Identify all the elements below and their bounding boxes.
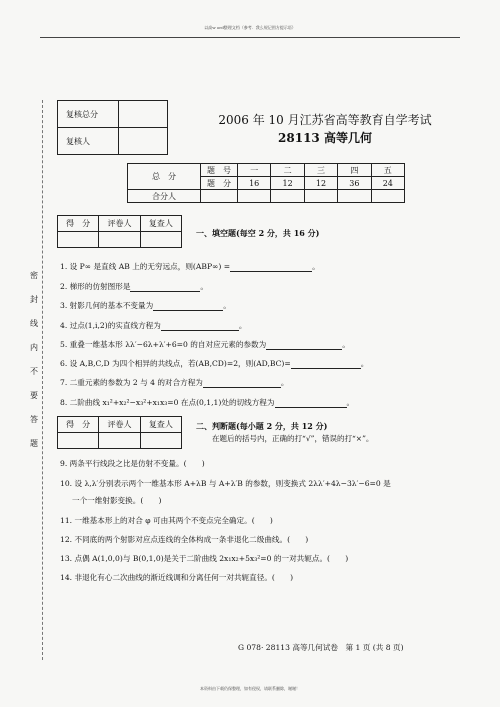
question-6: 6. 设 A,B,C,D 为四个相异的共线点，若(AB,CD)=2，则(AD,BC)= 。: [60, 359, 369, 368]
grade-header: 评卷人: [99, 216, 140, 232]
section1-heading: 一、填空题(每空 2 分，共 16 分): [196, 228, 320, 238]
grade-cell[interactable]: [58, 232, 99, 248]
question-score: 12: [271, 177, 304, 190]
question-text: 6. 设 A,B,C,D 为四个相异的共线点，若(AB,CD)=2，则(AD,BC)=: [60, 359, 291, 368]
seal-char: 线: [30, 319, 38, 328]
review-label: 复核人: [58, 128, 119, 155]
grader-cell[interactable]: [338, 190, 371, 203]
question-7: 7. 二重元素的参数为 2 与 4 的对合方程为 。: [60, 378, 289, 387]
question-number: 二: [271, 164, 304, 177]
answer-blank[interactable]: [291, 360, 361, 369]
header-note: 以高w ord整理文档（参考．我么规记图方提示语）: [204, 25, 296, 30]
grader-label: 合分人: [128, 190, 201, 203]
question-score: 24: [371, 177, 404, 190]
review-value-field[interactable]: [119, 128, 168, 155]
grade-header: 复查人: [140, 417, 181, 433]
question-11: 11. 一维基本形上的对合 φ 可由其两个不变点完全确定。( ): [60, 516, 273, 525]
seal-char: 要: [30, 391, 38, 400]
question-12: 12. 不同底的两个射影对应点连线的全体构成一条非退化二级曲线。( ): [60, 535, 309, 544]
question-text: 3. 射影几何的基本不变量为: [60, 301, 154, 310]
footer-note: 本资料由下载仍保整理，如有侵权，请联系删除，谢谢！: [200, 686, 300, 691]
question-10: 10. 设 λ,λ′分别表示两个一维基本形 A+λB 与 A+λ′B 的参数，则变换式 2λλ′+4λ−3λ′−6=0 是: [60, 479, 391, 488]
question-score: 12: [304, 177, 337, 190]
review-value-field[interactable]: [119, 101, 168, 128]
review-label: 复核总分: [58, 101, 119, 128]
question-13: 13. 点偶 A(1,0,0)与 B(0,1,0)是关于二阶曲线 2x₁x₂+5x₃²=0 的一对共轭点。( ): [60, 554, 349, 563]
seal-char: 题: [30, 439, 38, 448]
grader-cell[interactable]: [304, 190, 337, 203]
question-score: 16: [238, 177, 271, 190]
grade-header: 复查人: [140, 216, 181, 232]
score-table: [127, 163, 405, 203]
section2-heading: 二、判断题(每小题 2 分，共 12 分): [196, 421, 328, 431]
seal-char: 不: [30, 367, 38, 376]
answer-blank[interactable]: [230, 263, 312, 272]
grader-cell[interactable]: [238, 190, 271, 203]
seal-char: 密: [30, 271, 38, 280]
question-number-label: 题 号: [201, 164, 238, 177]
question-2: 2. 梯形的仿射图形是 。: [60, 282, 209, 291]
answer-blank[interactable]: [161, 322, 239, 331]
question-4: 4. 过点(1,i,2)的实直线方程为 。: [60, 321, 247, 330]
question-score-label: 题 分: [201, 177, 238, 190]
seal-line: [42, 100, 43, 660]
grade-box-section1: [57, 215, 182, 248]
question-9: 9. 两条平行线段之比是仿射不变量。( ): [60, 459, 205, 468]
grader-cell[interactable]: [201, 190, 238, 203]
answer-blank[interactable]: [203, 379, 281, 388]
question-1: 1. 设 P∞ 是直线 AB 上的无穷远点，则(ABP∞) = 。: [60, 262, 320, 271]
seal-char: 答: [30, 415, 38, 424]
grade-cell[interactable]: [99, 232, 140, 248]
question-text: 5. 重叠一维基本形 λλ′−6λ+λ′+6=0 的自对应元素的参数为: [60, 340, 267, 349]
grade-box-section2: [57, 416, 182, 449]
question-text: 1. 设 P∞ 是直线 AB 上的无穷远点，则(ABP∞) =: [60, 262, 231, 271]
question-score: 36: [338, 177, 371, 190]
question-number: 五: [371, 164, 404, 177]
answer-blank[interactable]: [153, 302, 223, 311]
seal-char: 内: [30, 343, 38, 352]
review-row: [58, 101, 168, 128]
question-number: 三: [304, 164, 337, 177]
answer-blank[interactable]: [275, 399, 347, 408]
grade-cell[interactable]: [99, 433, 140, 449]
grade-cell[interactable]: [58, 433, 99, 449]
grade-header: 得 分: [58, 216, 99, 232]
answer-blank[interactable]: [266, 341, 342, 350]
question-5: 5. 重叠一维基本形 λλ′−6λ+λ′+6=0 的自对应元素的参数为 。: [60, 340, 350, 349]
review-box: [57, 100, 168, 155]
review-row: [58, 128, 168, 155]
question-10-continued: 一个一维射影变换。( ): [72, 496, 162, 505]
question-text: 8. 二阶曲线 x₁²+x₂²−x₃²+x₁x₃=0 在点(0,1,1)处的切线方程为: [60, 398, 275, 407]
question-text: 2. 梯形的仿射图形是: [60, 282, 131, 291]
grader-cell[interactable]: [371, 190, 404, 203]
grader-cell[interactable]: [271, 190, 304, 203]
question-14: 14. 非退化有心二次曲线的渐近线调和分离任何一对共轭直径。( ): [60, 573, 294, 582]
grade-cell[interactable]: [140, 232, 181, 248]
question-number: 一: [238, 164, 271, 177]
question-text: 4. 过点(1,i,2)的实直线方程为: [60, 321, 161, 330]
question-text: 7. 二重元素的参数为 2 与 4 的对合方程为: [60, 378, 203, 387]
seal-line-text: [30, 270, 38, 449]
grade-header: 得 分: [58, 417, 99, 433]
question-8: 8. 二阶曲线 x₁²+x₂²−x₃²+x₁x₃=0 在点(0,1,1)处的切线方程为 。: [60, 398, 355, 407]
grade-header: 评卷人: [99, 417, 140, 433]
answer-blank[interactable]: [130, 283, 200, 292]
question-number: 四: [338, 164, 371, 177]
page-footer: G 078· 28113 高等几何试卷 第 1 页 (共 8 页): [238, 643, 404, 652]
total-score-label: 总 分: [128, 164, 201, 190]
seal-char: 封: [30, 295, 38, 304]
question-3: 3. 射影几何的基本不变量为 。: [60, 301, 231, 310]
header-rule: [40, 37, 460, 38]
section2-instruction: 在题后的括号内，正确的打“√”，错误的打“×”。: [212, 434, 374, 443]
exam-subtitle: 28113 高等几何: [278, 131, 372, 145]
exam-title: 2006 年 10 月江苏省高等教育自学考试: [218, 113, 432, 127]
grade-cell[interactable]: [140, 433, 181, 449]
